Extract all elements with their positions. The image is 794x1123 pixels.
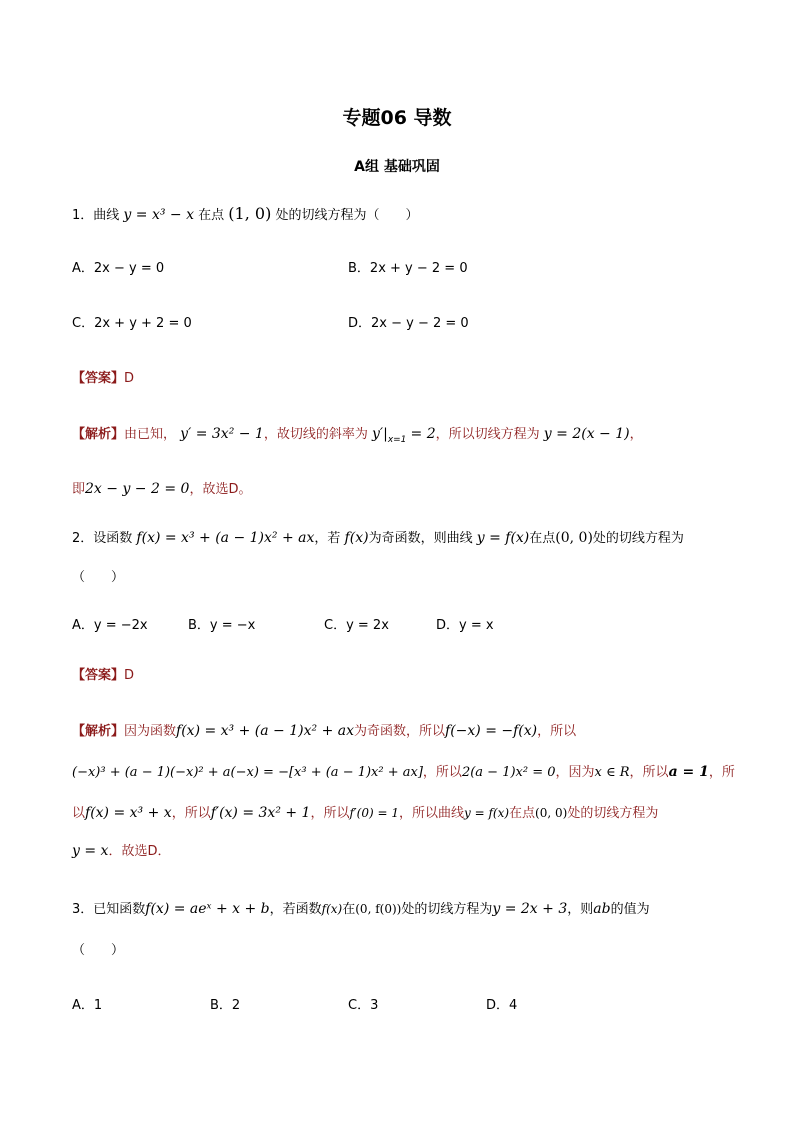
question-3 (72, 899, 650, 920)
q3-option-b: B．2 (210, 998, 241, 1013)
q2-function-expr: f(x) = x³ + (a − 1)x² + ax (136, 530, 315, 546)
answer-value: D (124, 371, 135, 386)
q2-number: 2．设函数 (72, 531, 133, 546)
q2-fx: f(x) (344, 530, 369, 546)
answer-value: D (124, 668, 135, 683)
q2-answer (72, 666, 134, 686)
analysis-text: ，所以 (629, 765, 669, 780)
q3-bracket: （ ） (72, 943, 125, 958)
analysis-math: a = 1 (668, 764, 709, 780)
analysis-math: f(x) = x³ + (a − 1)x² + ax (176, 723, 354, 739)
q3-point: (0, f(0)) (355, 902, 402, 916)
q1-number: 1．曲线 (72, 208, 120, 223)
analysis-text: 由已知， (124, 427, 177, 442)
analysis-text: ，所 (708, 765, 735, 780)
analysis-text: ，故切线的斜率为 (263, 427, 368, 442)
analysis-math: y′| (372, 426, 388, 442)
q3-text-end: 的值为 (610, 902, 650, 917)
q3-fx: f(x) (321, 902, 343, 916)
analysis-text: 为奇函数，所以 (354, 724, 446, 739)
q1-option-a: A．2x − y = 0 (72, 261, 165, 276)
q2-analysis-line-4 (72, 841, 170, 862)
analysis-text: ，所以切线方程为 (435, 427, 540, 442)
q2-text: 为奇函数，则曲线 (368, 531, 473, 546)
q3-text: 在 (342, 902, 356, 917)
q1-analysis-line-1 (72, 424, 643, 450)
question-2 (72, 528, 684, 549)
analysis-text: 在点 (509, 806, 536, 821)
q1-analysis-line-2 (72, 479, 251, 500)
analysis-text: ， (629, 427, 643, 442)
q1-curve-expr: y = x³ − x (123, 207, 194, 223)
q3-text: 处的切线方程为 (401, 902, 493, 917)
section-subtitle: A组 基础巩固 (354, 159, 440, 175)
q1-text: 在点 (198, 208, 225, 223)
analysis-label: 【解析】 (72, 427, 125, 442)
q1-option-d: D．2x − y − 2 = 0 (348, 316, 469, 331)
q3-text: ，则 (567, 902, 594, 917)
analysis-text: 因为函数 (124, 724, 177, 739)
analysis-text: ，所以 (171, 806, 211, 821)
q3-option-a: A．1 (72, 998, 103, 1013)
analysis-math: f′(x) = 3x² + 1 (210, 805, 311, 821)
analysis-math: f′(0) = 1 (349, 806, 399, 820)
analysis-math: y = x (72, 843, 109, 859)
q1-option-c: C．2x + y + 2 = 0 (72, 316, 192, 331)
analysis-math: f(x) = x³ + x (85, 805, 172, 821)
q2-curve: y = f(x) (476, 530, 530, 546)
q2-option-d: D．y = x (436, 618, 494, 633)
answer-label: 【答案】 (72, 371, 125, 386)
q2-bracket: （ ） (72, 570, 125, 585)
q2-option-b: B．y = −x (188, 618, 256, 633)
analysis-text: 即 (72, 482, 86, 497)
q2-text-end: 处的切线方程为 (592, 531, 684, 546)
q2-text: ，若 (314, 531, 341, 546)
analysis-math: y′ = 3x² − 1 (180, 426, 264, 442)
q3-number: 3．已知函数 (72, 902, 146, 917)
q3-ab: ab (593, 901, 611, 917)
analysis-subscript: x=1 (387, 435, 407, 445)
analysis-text: ，所以 (422, 765, 462, 780)
analysis-math: x ∈ R (594, 765, 630, 780)
analysis-text: ．故选D． (108, 844, 171, 859)
q3-option-d: D．4 (486, 998, 518, 1013)
answer-label: 【答案】 (72, 668, 125, 683)
analysis-text: ，所以 (310, 806, 350, 821)
q2-point: (0, 0) (555, 530, 593, 546)
analysis-math: = 2 (410, 426, 436, 442)
analysis-text: ，故选D。 (189, 482, 252, 497)
q2-analysis-line-3 (72, 803, 658, 824)
analysis-label: 【解析】 (72, 724, 125, 739)
analysis-math: (0, 0) (535, 806, 568, 820)
q3-function-expr: f(x) = aeˣ + x + b (145, 901, 270, 917)
q2-option-a: A．y = −2x (72, 618, 148, 633)
analysis-math: 2x − y − 2 = 0 (85, 481, 190, 497)
question-1 (72, 204, 418, 226)
q1-point: (1, 0) (228, 204, 272, 223)
analysis-text: ，因为 (555, 765, 595, 780)
analysis-math: y = 2(x − 1) (543, 426, 630, 442)
analysis-text: 处的切线方程为 (567, 806, 659, 821)
page-title: 专题06 导数 (342, 107, 452, 129)
q2-analysis-line-2 (72, 762, 735, 783)
analysis-math: (−x)³ + (a − 1)(−x)² + a(−x) = −[x³ + (a − 1)x² + ax] (72, 765, 423, 780)
q2-option-c: C．y = 2x (324, 618, 389, 633)
q1-answer (72, 369, 134, 389)
analysis-text: ，所以曲线 (398, 806, 464, 821)
analysis-math: y = f(x) (463, 806, 510, 820)
q2-text: 在点 (529, 531, 556, 546)
q1-text-end: 处的切线方程为（ ） (275, 208, 419, 223)
analysis-math: f(−x) = −f(x) (445, 723, 538, 739)
q3-option-c: C．3 (348, 998, 379, 1013)
q2-analysis-line-1 (72, 721, 576, 742)
q3-tangent-line: y = 2x + 3 (492, 901, 568, 917)
q3-text: ，若函数 (269, 902, 322, 917)
analysis-text: 以 (72, 806, 86, 821)
q1-option-b: B．2x + y − 2 = 0 (348, 261, 468, 276)
analysis-text: ，所以 (537, 724, 577, 739)
analysis-math: 2(a − 1)x² = 0 (461, 765, 556, 780)
